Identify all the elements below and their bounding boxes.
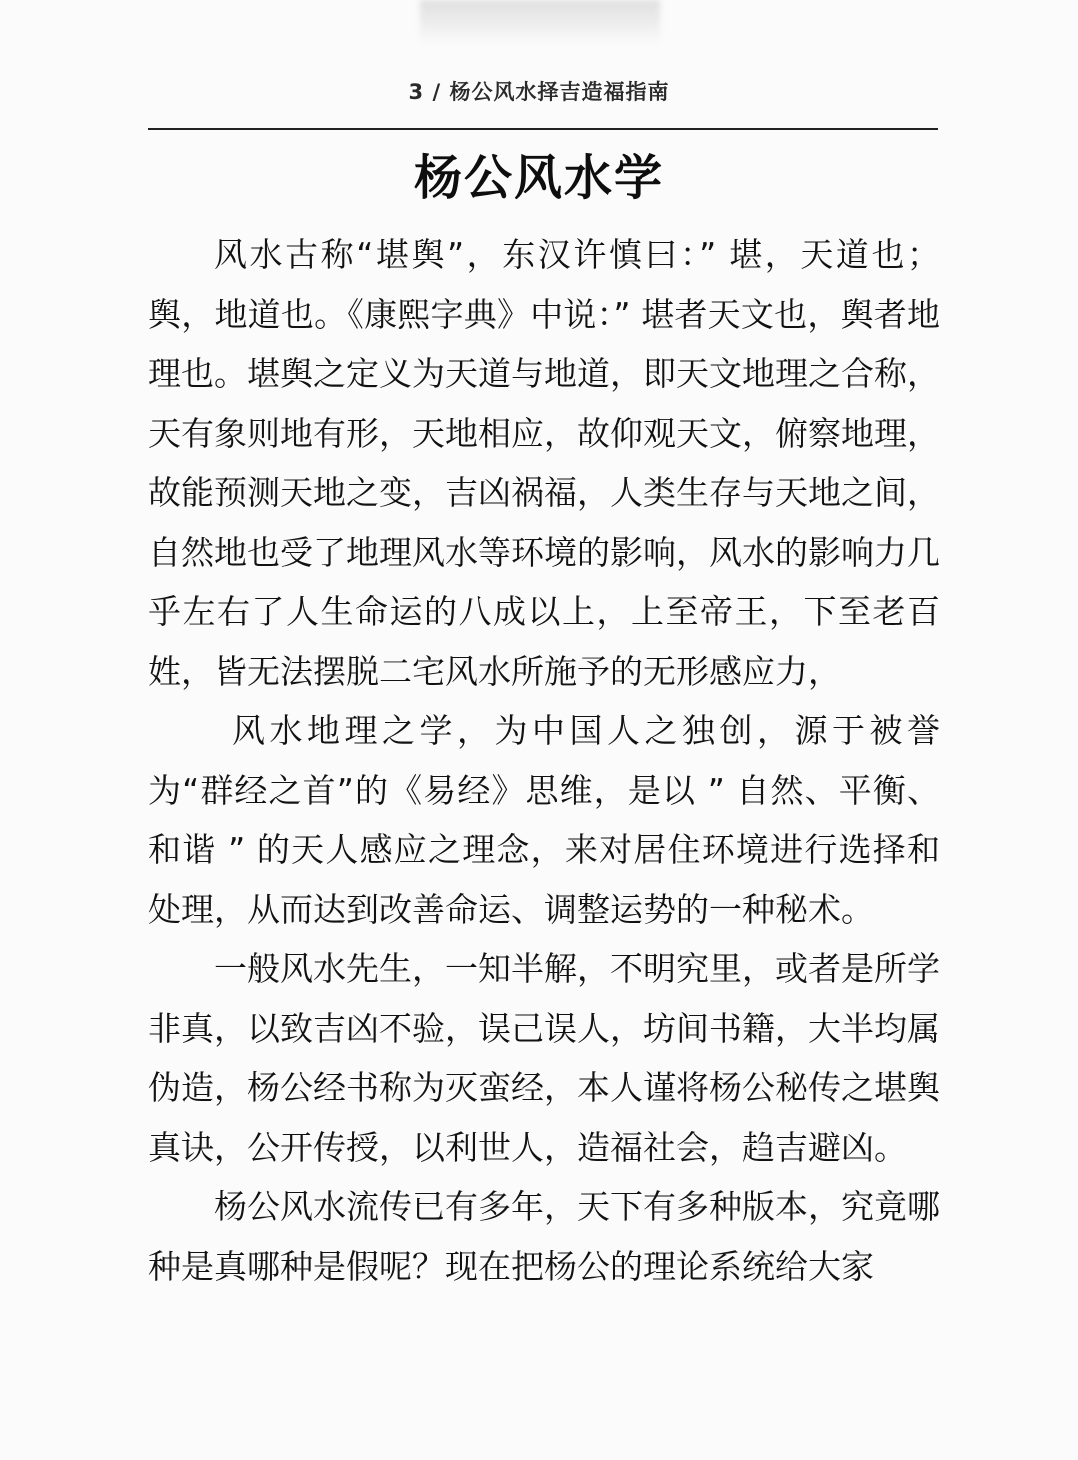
paragraph: 风水古称“堪舆”，东汉许慎曰：” 堪，天道也；舆，地道也。《康熙字典》中说：” 堪者天文也，舆者地理也。堪舆之定义为天道与地道，即天文地理之合称，天有象则地有形，天地相应，故仰观天文，俯察地理，故能预测天地之变，吉凶祸福，人类生存与天地之间，自然地也受了地理风水等环境的影响，风水的影响力几乎左右了人生命运的八成以上，上至帝王，下至老百姓，皆无法摆脱二宅风水所施予的无形感应力， xyxy=(148,235,940,691)
page-title: 杨公风水学 xyxy=(413,150,664,206)
header-rule xyxy=(148,128,938,130)
paragraph: 一般风水先生，一知半解，不明究里，或者是所学非真，以致吉凶不验，误己误人，坊间书籍，大半均属伪造，杨公经书称为灭蛮经，本人谨将杨公秘传之堪舆真诀，公开传授，以利世人，造福社会，趋吉避凶。 xyxy=(148,949,940,1167)
paragraph: 风水地理之学，为中国人之独创，源于被誉为“群经之首”的《易经》思维，是以 ” 自然、平衡、和谐 ” 的天人感应之理念，来对居住环境进行选择和处理，从而达到改善命运、调整运势的一种秘术。 xyxy=(148,711,940,929)
paragraph: 杨公风水流传已有多年，天下有多种版本，究竟哪种是真哪种是假呢？现在把杨公的理论系统给大家 xyxy=(148,1187,940,1286)
article-body xyxy=(148,225,940,1296)
show-through-smudge xyxy=(420,0,660,44)
running-header: 3 / 杨公风水择吉造福指南 xyxy=(408,80,670,104)
